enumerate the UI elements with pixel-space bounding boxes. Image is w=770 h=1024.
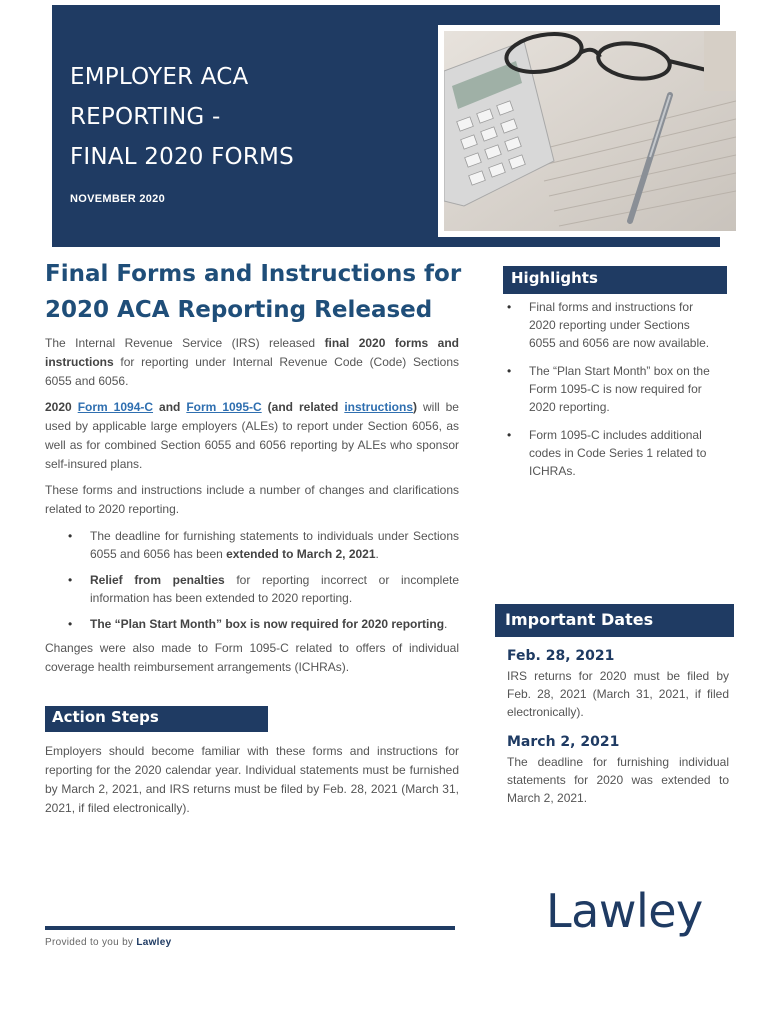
- banner-title: [70, 57, 294, 177]
- date-1-text: IRS returns for 2020 must be filed by Feb. 28, 2021 (March 31, 2021, if filed electronically).: [507, 669, 729, 719]
- article-headline: [45, 256, 465, 328]
- action-steps-heading: Action Steps: [45, 706, 268, 732]
- banner-title-line-2: REPORTING -: [70, 104, 221, 130]
- list-item: [45, 527, 459, 563]
- bullet-2-text: for reporting incorrect or incomplete information has been extended to 2020 reporting.: [90, 573, 460, 605]
- intro-paragraph: [45, 334, 459, 391]
- list-item: [45, 571, 459, 607]
- highlights-list: [503, 298, 713, 490]
- intro-text-2: for reporting under Internal Revenue Code (Code) Sections 6055 and 6056.: [45, 355, 459, 388]
- banner-title-line-3: FINAL 2020 FORMS: [70, 144, 294, 170]
- list-item: [45, 615, 459, 633]
- instructions-link[interactable]: instructions: [344, 400, 413, 414]
- forms-text: will be used by applicable large employers (ALEs) to report under Section 6056, as well as for combined Section 6055 and 6056 reporting by ALEs who sponsor self-insured plans.: [45, 400, 459, 471]
- forms-bold-2: and: [153, 400, 187, 414]
- banner-date: NOVEMBER 2020: [70, 193, 165, 205]
- bullet-3-bold: The “Plan Start Month” box is now required for 2020 reporting: [90, 617, 445, 631]
- forms-bold-1: 2020: [45, 400, 78, 414]
- highlights-heading: Highlights: [503, 266, 727, 294]
- date-2-heading: March 2, 2021: [507, 734, 620, 750]
- lawley-logo: Lawley: [546, 884, 703, 938]
- banner-title-line-1: EMPLOYER ACA: [70, 64, 249, 90]
- header-banner: [52, 5, 720, 247]
- date-1-heading: Feb. 28, 2021: [507, 648, 615, 664]
- bullet-2-bold: Relief from penalties: [90, 573, 225, 587]
- important-dates-heading: Important Dates: [495, 604, 734, 637]
- changes-list: [45, 527, 459, 641]
- ichra-paragraph: Changes were also made to Form 1095-C related to offers of individual coverage health reimbursement arrangements (ICHRAs).: [45, 641, 459, 674]
- footer-brand: Lawley: [136, 937, 172, 948]
- bullet-1-text: The deadline for furnishing statements to individuals under Sections 6055 and 6056 has been: [90, 529, 459, 561]
- list-item: • The “Plan Start Month” box on the Form 1095-C is now required for 2020 reporting.: [503, 362, 713, 416]
- forms-bold-4: ): [413, 400, 417, 414]
- changes-paragraph: These forms and instructions include a number of changes and clarifications related to 2020 reporting.: [45, 483, 459, 516]
- form-1095c-link[interactable]: Form 1095-C: [186, 400, 262, 414]
- headline-line-1: Final Forms and Instructions for: [45, 261, 462, 287]
- date-2-text: The deadline for furnishing individual statements for 2020 was extended to March 2, 2021.: [507, 755, 729, 805]
- intro-text-1: The Internal Revenue Service (IRS) released: [45, 336, 325, 350]
- bullet-3-end: .: [444, 617, 448, 631]
- forms-paragraph: [45, 398, 459, 474]
- bullet-1-end: .: [375, 547, 379, 561]
- footer-prefix: Provided to you by: [45, 937, 137, 948]
- form-1094c-link[interactable]: Form 1094-C: [77, 400, 154, 414]
- footer-rule: [45, 926, 455, 930]
- list-item: • Form 1095-C includes additional codes in Code Series 1 related to ICHRAs.: [503, 426, 713, 480]
- calculator-glasses-pen-photo: [444, 31, 736, 231]
- list-item: • Final forms and instructions for 2020 reporting under Sections 6055 and 6056 are now available.: [503, 298, 713, 352]
- action-steps-text: Employers should become familiar with these forms and instructions for reporting for the 2020 calendar year. Individual statements must be furnished by March 2, 2021, and IRS returns must be filed by Feb. 28, 2021 (March 31, 2021, if filed electronically).: [45, 744, 459, 815]
- bullet-1-bold: extended to March 2, 2021: [226, 547, 376, 561]
- footer-credit: [45, 937, 171, 948]
- headline-line-2: 2020 ACA Reporting Released: [45, 297, 433, 323]
- header-photo: [438, 25, 742, 237]
- forms-bold-3: (and related: [261, 400, 345, 414]
- intro-bold: final 2020 forms and instructions: [45, 336, 459, 369]
